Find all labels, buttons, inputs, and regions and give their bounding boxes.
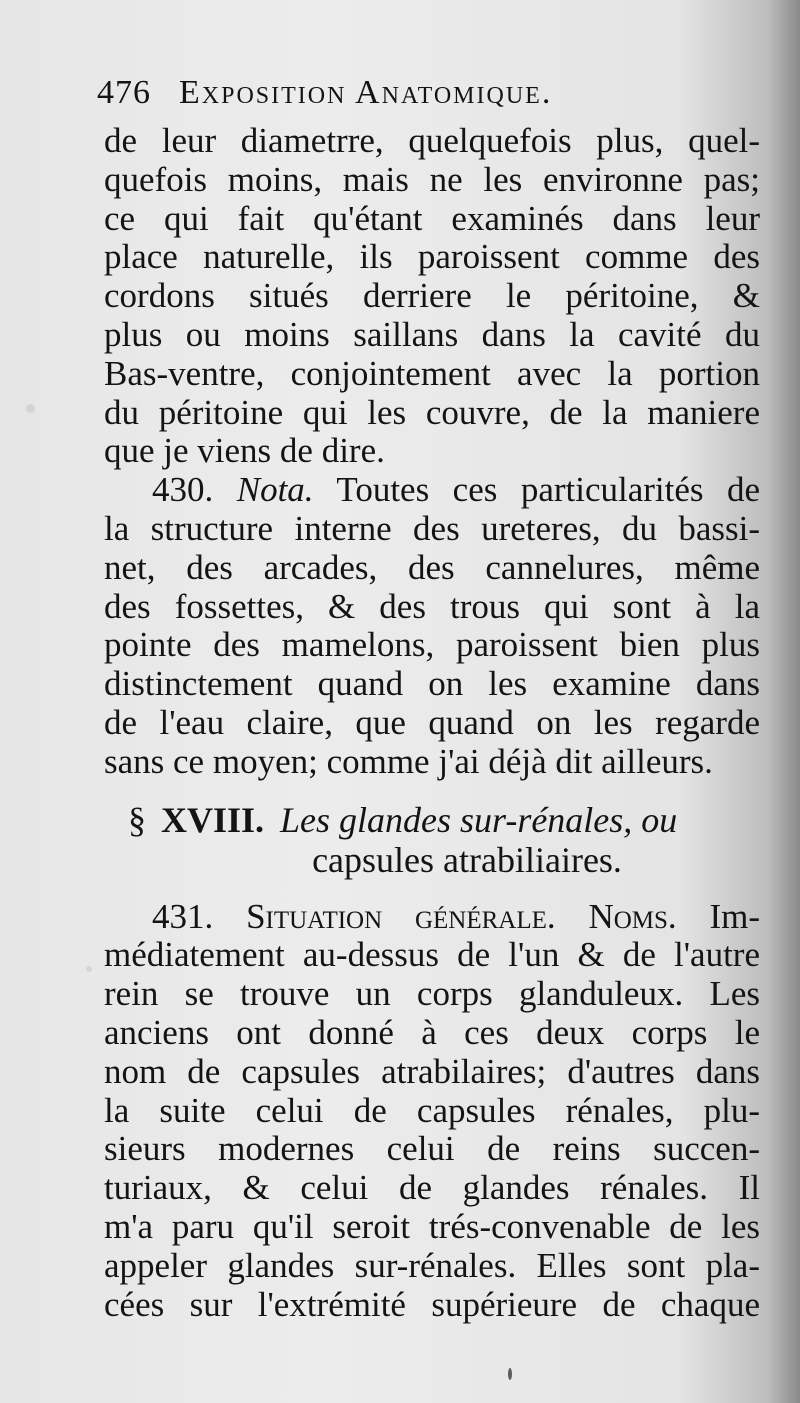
running-head: [97, 74, 757, 124]
text-line: [104, 898, 760, 937]
text-line: de leur diametrre, quelquefois plus, quel-: [104, 122, 760, 160]
text-line: distinctement quand on les examine dans: [104, 665, 760, 704]
text-line: turiaux, & celui de glandes rénales. Il: [104, 1169, 760, 1208]
text-line: du péritoine qui les couvre, de la maniere: [104, 393, 760, 432]
paragraph-431: [104, 898, 760, 1325]
section-title-continued: capsules atrabiliaires.: [312, 839, 622, 880]
text-line: que je viens de dire.: [104, 432, 385, 471]
continued-paragraph: [104, 122, 760, 471]
paragraph-lead: Nota.: [236, 471, 314, 510]
paragraph-430: [104, 471, 760, 781]
text-line: Bas-ventre, conjointement avec la portion: [104, 354, 760, 393]
text-block: [104, 122, 760, 1324]
ink-speck: [508, 1368, 512, 1380]
text-line: place naturelle, ils paroissent comme des: [104, 238, 760, 277]
text-line: appeler glandes sur-rénales. Elles sont pla-: [104, 1246, 760, 1285]
text-line: de l'eau claire, que quand on les regarde: [104, 703, 760, 742]
text-line: la structure interne des ureteres, du bassi-: [104, 509, 760, 548]
text-span: Toutes ces particularités de: [336, 471, 760, 510]
text-line: anciens ont donné à ces deux corps le: [104, 1013, 760, 1052]
text-line: rein se trouve un corps glanduleux. Les: [104, 975, 760, 1014]
text-line: quefois moins, mais ne les environne pas;: [104, 160, 760, 199]
text-line: cordons situés derriere le péritoine, &: [104, 277, 760, 316]
paragraph-number: 431.: [152, 897, 214, 936]
running-title: Exposition Anatomique.: [179, 74, 553, 111]
section-number: XVIII.: [161, 799, 265, 840]
text-line: sieurs modernes celui de reins succen-: [104, 1130, 760, 1169]
paragraph-lead: Situation générale. Noms.: [246, 897, 677, 936]
text-line: m'a paru qu'il seroit trés-convenable de les: [104, 1207, 760, 1246]
text-line: net, des arcades, des cannelures, même: [104, 548, 760, 587]
text-line: ce qui fait qu'étant examinés dans leur: [104, 199, 760, 238]
text-line: cées sur l'extrémité supérieure de chaque: [104, 1285, 760, 1324]
ink-speck: [86, 966, 92, 972]
text-span: Im-: [709, 897, 760, 936]
text-line: [104, 471, 760, 510]
section-heading-line: [104, 800, 760, 840]
page-number: 476: [97, 74, 151, 111]
ink-speck: [26, 404, 35, 413]
section-title: Les glandes sur-rénales, ou: [280, 799, 678, 840]
text-line: des fossettes, & des trous qui sont à la: [104, 587, 760, 626]
text-line: pointe des mamelons, paroissent bien plus: [104, 626, 760, 665]
text-line: médiatement au-dessus de l'un & de l'autre: [104, 936, 760, 975]
text-line: sans ce moyen; comme j'ai déjà dit ailleurs.: [104, 742, 713, 781]
text-line: la suite celui de capsules rénales, plu-: [104, 1091, 760, 1130]
section-mark: §: [128, 799, 146, 840]
text-line: nom de capsules atrabilaires; d'autres dans: [104, 1052, 760, 1091]
section-heading: [104, 800, 760, 880]
text-line: plus ou moins saillans dans la cavité du: [104, 315, 760, 354]
paragraph-number: 430.: [152, 471, 214, 510]
